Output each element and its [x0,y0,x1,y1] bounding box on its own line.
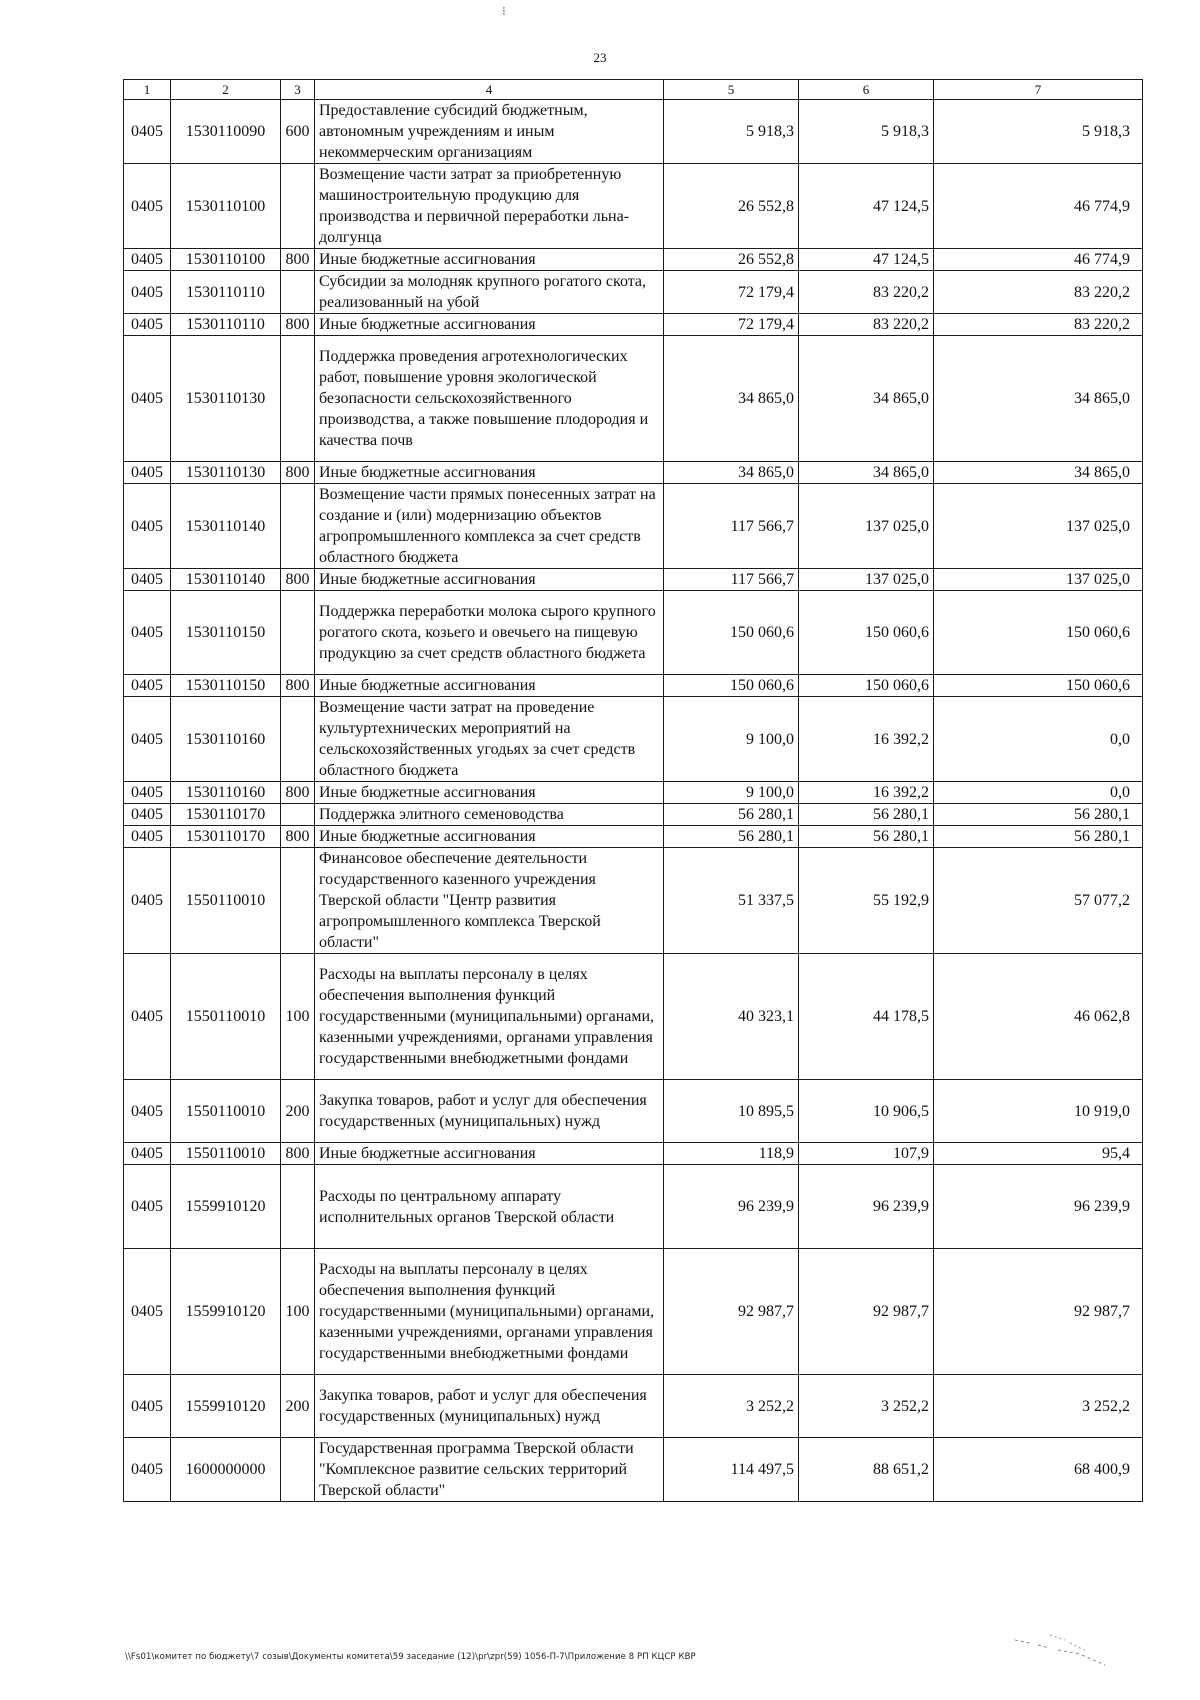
table-row [124,484,1143,569]
cell-amount-year-3: 56 280,1 [934,804,1143,826]
cell-section: 0405 [124,1143,171,1165]
cell-expense-type: 200 [281,1375,315,1438]
table-row [124,271,1143,314]
cell-amount-year-1: 34 865,0 [664,336,799,462]
cell-amount-year-2: 83 220,2 [799,271,934,314]
budget-table [123,79,1143,1502]
cell-amount-year-2: 137 025,0 [799,484,934,569]
cell-section: 0405 [124,462,171,484]
cell-amount-year-1: 118,9 [664,1143,799,1165]
scan-artifact-dots: ⁝ [502,4,506,18]
cell-amount-year-2: 5 918,3 [799,100,934,164]
cell-expense-type: 600 [281,100,315,164]
cell-amount-year-2: 16 392,2 [799,782,934,804]
cell-target-code: 1550110010 [171,1143,281,1165]
table-row [124,314,1143,336]
table-row [124,591,1143,675]
cell-expense-type [281,804,315,826]
cell-description: Возмещение части затрат за приобретенную машиностроительную продукцию для производства и первичной переработки льна-долгунца [315,164,664,249]
cell-description: Иные бюджетные ассигнования [315,675,664,697]
cell-amount-year-1: 114 497,5 [664,1438,799,1502]
cell-amount-year-3: 34 865,0 [934,462,1143,484]
cell-amount-year-1: 117 566,7 [664,569,799,591]
cell-expense-type [281,591,315,675]
cell-description: Расходы на выплаты персоналу в целях обеспечения выполнения функций государственными (муниципальными) органами, казенными учреждениями, органами управления государственными внебюджетными фондами [315,1249,664,1375]
table-row [124,675,1143,697]
cell-target-code: 1530110160 [171,697,281,782]
cell-amount-year-1: 51 337,5 [664,848,799,954]
cell-amount-year-3: 137 025,0 [934,484,1143,569]
cell-target-code: 1530110110 [171,314,281,336]
cell-section: 0405 [124,1249,171,1375]
cell-amount-year-1: 3 252,2 [664,1375,799,1438]
cell-section: 0405 [124,336,171,462]
cell-amount-year-1: 117 566,7 [664,484,799,569]
table-row [124,848,1143,954]
cell-amount-year-2: 56 280,1 [799,826,934,848]
cell-amount-year-3: 57 077,2 [934,848,1143,954]
table-header [124,80,1143,100]
cell-target-code: 1550110010 [171,848,281,954]
cell-amount-year-3: 0,0 [934,782,1143,804]
cell-amount-year-1: 150 060,6 [664,591,799,675]
cell-amount-year-1: 9 100,0 [664,697,799,782]
cell-amount-year-3: 56 280,1 [934,826,1143,848]
cell-amount-year-2: 107,9 [799,1143,934,1165]
cell-amount-year-2: 83 220,2 [799,314,934,336]
cell-expense-type: 800 [281,782,315,804]
cell-amount-year-2: 47 124,5 [799,249,934,271]
cell-target-code: 1559910120 [171,1375,281,1438]
cell-section: 0405 [124,675,171,697]
table-row [124,954,1143,1080]
table-body [124,100,1143,1502]
cell-target-code: 1530110160 [171,782,281,804]
cell-target-code: 1530110130 [171,336,281,462]
table-row [124,1438,1143,1502]
table-row [124,697,1143,782]
table-row [124,1143,1143,1165]
cell-section: 0405 [124,782,171,804]
cell-description: Финансовое обеспечение деятельности государственного казенного учреждения Тверской области "Центр развития агропромышленного комплекса Тверской области" [315,848,664,954]
cell-description: Иные бюджетные ассигнования [315,314,664,336]
cell-expense-type: 800 [281,249,315,271]
cell-description: Иные бюджетные ассигнования [315,249,664,271]
cell-target-code: 1559910120 [171,1249,281,1375]
cell-expense-type: 200 [281,1080,315,1143]
cell-section: 0405 [124,1438,171,1502]
table-row [124,1375,1143,1438]
scan-pen-mark [1010,1610,1120,1670]
cell-description: Поддержка элитного семеноводства [315,804,664,826]
cell-section: 0405 [124,954,171,1080]
cell-amount-year-3: 46 774,9 [934,164,1143,249]
cell-amount-year-2: 3 252,2 [799,1375,934,1438]
cell-expense-type: 800 [281,675,315,697]
cell-section: 0405 [124,484,171,569]
cell-amount-year-3: 95,4 [934,1143,1143,1165]
cell-description: Расходы на выплаты персоналу в целях обеспечения выполнения функций государственными (муниципальными) органами, казенными учреждениями, органами управления государственными внебюджетными фондами [315,954,664,1080]
cell-amount-year-3: 92 987,7 [934,1249,1143,1375]
cell-description: Государственная программа Тверской области "Комплексное развитие сельских территорий Тверской области" [315,1438,664,1502]
cell-amount-year-1: 56 280,1 [664,826,799,848]
cell-amount-year-1: 150 060,6 [664,675,799,697]
cell-section: 0405 [124,271,171,314]
cell-amount-year-3: 150 060,6 [934,591,1143,675]
cell-description: Предоставление субсидий бюджетным, автономным учреждениям и иным некоммерческим организациям [315,100,664,164]
cell-section: 0405 [124,591,171,675]
cell-amount-year-2: 34 865,0 [799,462,934,484]
cell-section: 0405 [124,569,171,591]
header-col-7: 7 [934,80,1143,100]
header-col-6: 6 [799,80,934,100]
table-row [124,164,1143,249]
cell-amount-year-1: 5 918,3 [664,100,799,164]
cell-description: Закупка товаров, работ и услуг для обеспечения государственных (муниципальных) нужд [315,1080,664,1143]
cell-target-code: 1559910120 [171,1165,281,1249]
cell-target-code: 1530110140 [171,569,281,591]
cell-amount-year-3: 5 918,3 [934,100,1143,164]
cell-amount-year-2: 56 280,1 [799,804,934,826]
cell-amount-year-2: 150 060,6 [799,675,934,697]
table-row [124,462,1143,484]
cell-amount-year-3: 0,0 [934,697,1143,782]
table-row [124,1165,1143,1249]
table-row [124,569,1143,591]
cell-description: Закупка товаров, работ и услуг для обеспечения государственных (муниципальных) нужд [315,1375,664,1438]
cell-amount-year-1: 10 895,5 [664,1080,799,1143]
cell-target-code: 1530110150 [171,675,281,697]
cell-amount-year-1: 92 987,7 [664,1249,799,1375]
cell-amount-year-3: 34 865,0 [934,336,1143,462]
cell-expense-type: 800 [281,462,315,484]
header-col-5: 5 [664,80,799,100]
cell-amount-year-3: 83 220,2 [934,314,1143,336]
cell-section: 0405 [124,1080,171,1143]
cell-description: Возмещение части прямых понесенных затрат на создание и (или) модернизацию объектов агропромышленного комплекса за счет средств областного бюджета [315,484,664,569]
cell-section: 0405 [124,249,171,271]
cell-target-code: 1530110110 [171,271,281,314]
cell-amount-year-2: 88 651,2 [799,1438,934,1502]
cell-expense-type [281,484,315,569]
cell-target-code: 1530110090 [171,100,281,164]
cell-expense-type: 800 [281,1143,315,1165]
cell-section: 0405 [124,697,171,782]
cell-section: 0405 [124,164,171,249]
cell-amount-year-3: 150 060,6 [934,675,1143,697]
cell-amount-year-1: 56 280,1 [664,804,799,826]
cell-section: 0405 [124,314,171,336]
cell-amount-year-2: 92 987,7 [799,1249,934,1375]
cell-target-code: 1530110100 [171,249,281,271]
cell-amount-year-3: 46 774,9 [934,249,1143,271]
cell-description: Иные бюджетные ассигнования [315,1143,664,1165]
cell-amount-year-1: 26 552,8 [664,249,799,271]
cell-expense-type [281,336,315,462]
cell-amount-year-1: 9 100,0 [664,782,799,804]
page-number: 23 [593,50,607,65]
cell-expense-type [281,1438,315,1502]
cell-expense-type [281,1165,315,1249]
cell-target-code: 1550110010 [171,1080,281,1143]
cell-target-code: 1550110010 [171,954,281,1080]
cell-description: Поддержка переработки молока сырого крупного рогатого скота, козьего и овечьего на пищевую продукцию за счет средств областного бюджета [315,591,664,675]
cell-amount-year-2: 150 060,6 [799,591,934,675]
table-row [124,100,1143,164]
cell-expense-type: 800 [281,569,315,591]
cell-amount-year-2: 137 025,0 [799,569,934,591]
cell-section: 0405 [124,1375,171,1438]
cell-description: Субсидии за молодняк крупного рогатого скота, реализованный на убой [315,271,664,314]
cell-target-code: 1530110140 [171,484,281,569]
header-col-3: 3 [281,80,315,100]
cell-amount-year-3: 96 239,9 [934,1165,1143,1249]
cell-amount-year-3: 83 220,2 [934,271,1143,314]
cell-amount-year-1: 26 552,8 [664,164,799,249]
cell-amount-year-3: 46 062,8 [934,954,1143,1080]
cell-expense-type [281,164,315,249]
footer-file-path: \\Fs01\комитет по бюджету\7 созыв\Документы комитета\59 заседание (12)\pr\zpr(59) 1056-П-7\Приложение 8 РП КЦСР КВР [125,1652,696,1662]
cell-amount-year-1: 72 179,4 [664,271,799,314]
cell-amount-year-2: 47 124,5 [799,164,934,249]
cell-amount-year-3: 10 919,0 [934,1080,1143,1143]
cell-expense-type: 100 [281,1249,315,1375]
header-col-1: 1 [124,80,171,100]
cell-target-code: 1530110100 [171,164,281,249]
cell-description: Иные бюджетные ассигнования [315,782,664,804]
cell-target-code: 1530110130 [171,462,281,484]
table-row [124,804,1143,826]
cell-amount-year-2: 10 906,5 [799,1080,934,1143]
cell-amount-year-1: 34 865,0 [664,462,799,484]
cell-target-code: 1530110170 [171,804,281,826]
cell-expense-type [281,697,315,782]
table-row [124,1249,1143,1375]
cell-amount-year-2: 16 392,2 [799,697,934,782]
cell-amount-year-3: 3 252,2 [934,1375,1143,1438]
cell-target-code: 1530110170 [171,826,281,848]
cell-section: 0405 [124,1165,171,1249]
cell-description: Расходы по центральному аппарату исполнительных органов Тверской области [315,1165,664,1249]
header-row [124,80,1143,100]
cell-description: Иные бюджетные ассигнования [315,462,664,484]
cell-section: 0405 [124,826,171,848]
cell-amount-year-2: 55 192,9 [799,848,934,954]
header-col-2: 2 [171,80,281,100]
cell-amount-year-2: 34 865,0 [799,336,934,462]
cell-description: Иные бюджетные ассигнования [315,826,664,848]
cell-section: 0405 [124,100,171,164]
cell-expense-type: 800 [281,826,315,848]
cell-description: Поддержка проведения агротехнологических работ, повышение уровня экологической безопасности сельскохозяйственного производства, а также повышение плодородия и качества почв [315,336,664,462]
cell-amount-year-3: 137 025,0 [934,569,1143,591]
cell-target-code: 1530110150 [171,591,281,675]
cell-amount-year-1: 40 323,1 [664,954,799,1080]
cell-amount-year-1: 72 179,4 [664,314,799,336]
table-row [124,1080,1143,1143]
table-row [124,782,1143,804]
cell-amount-year-1: 96 239,9 [664,1165,799,1249]
table-row [124,826,1143,848]
cell-amount-year-2: 44 178,5 [799,954,934,1080]
cell-target-code: 1600000000 [171,1438,281,1502]
header-col-4: 4 [315,80,664,100]
cell-expense-type [281,848,315,954]
cell-expense-type: 100 [281,954,315,1080]
cell-section: 0405 [124,804,171,826]
cell-amount-year-2: 96 239,9 [799,1165,934,1249]
cell-section: 0405 [124,848,171,954]
cell-amount-year-3: 68 400,9 [934,1438,1143,1502]
cell-description: Возмещение части затрат на проведение культуртехнических мероприятий на сельскохозяйственных угодьях за счет средств областного бюджета [315,697,664,782]
table-row [124,336,1143,462]
cell-expense-type [281,271,315,314]
table-row [124,249,1143,271]
cell-expense-type: 800 [281,314,315,336]
cell-description: Иные бюджетные ассигнования [315,569,664,591]
